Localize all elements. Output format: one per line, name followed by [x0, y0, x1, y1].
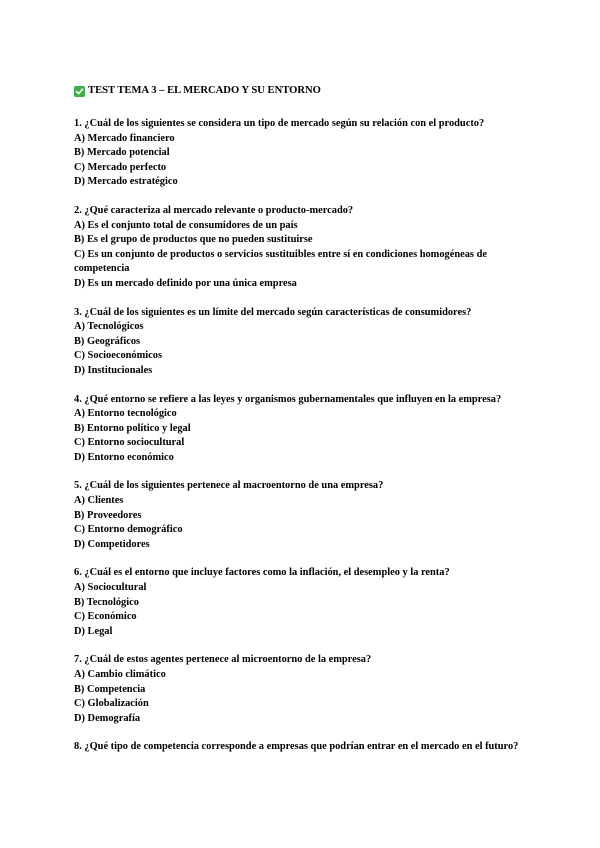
question-3: [74, 306, 530, 379]
answer-option: A) Mercado financiero: [74, 132, 175, 144]
answer-option: A) Tecnológicos: [74, 321, 144, 333]
question-8: [74, 740, 530, 755]
answer-option: C) Globalización: [74, 698, 149, 710]
question-text: 5. ¿Cuál de los siguientes pertenece al macroentorno de una empresa?: [74, 480, 384, 492]
answer-option: A) Clientes: [74, 495, 124, 507]
question-2: [74, 204, 530, 292]
document-title: [74, 84, 530, 98]
answer-option: C) Mercado perfecto: [74, 161, 167, 173]
document-title-text: TEST TEMA 3 – EL MERCADO Y SU ENTORNO: [88, 85, 321, 96]
answer-option: B) Tecnológico: [74, 596, 139, 608]
question-text: 8. ¿Qué tipo de competencia corresponde a empresas que podrían entrar en el mercado en el futuro?: [74, 741, 519, 753]
question-7: [74, 653, 530, 726]
check-mark-icon: [74, 86, 85, 97]
answer-option: B) Es el grupo de productos que no pueden sustituirse: [74, 234, 313, 246]
answer-option: C) Es un conjunto de productos o servicios sustituibles entre sí en condiciones homogéneas de competencia: [74, 248, 487, 275]
answer-option: B) Mercado potencial: [74, 147, 170, 159]
question-text: 2. ¿Qué caracteriza al mercado relevante o producto-mercado?: [74, 204, 354, 216]
answer-option: D) Mercado estratégico: [74, 176, 178, 188]
answer-option: C) Entorno sociocultural: [74, 437, 185, 449]
answer-option: D) Es un mercado definido por una única empresa: [74, 277, 297, 289]
question-text: 3. ¿Cuál de los siguientes es un límite del mercado según características de consumidores?: [74, 306, 472, 318]
question-4: [74, 393, 530, 466]
question-list: [74, 117, 530, 755]
answer-option: C) Económico: [74, 611, 137, 623]
answer-option: D) Demografía: [74, 712, 141, 724]
answer-option: B) Competencia: [74, 683, 146, 695]
question-6: [74, 566, 530, 639]
answer-option: C) Entorno demográfico: [74, 524, 183, 536]
question-text: 7. ¿Cuál de estos agentes pertenece al microentorno de la empresa?: [74, 654, 372, 666]
answer-option: D) Competidores: [74, 538, 150, 550]
answer-option: D) Legal: [74, 625, 113, 637]
question-text: 4. ¿Qué entorno se refiere a las leyes y organismos gubernamentales que influyen en la empresa?: [74, 393, 502, 405]
answer-option: A) Sociocultural: [74, 582, 147, 594]
question-1: [74, 117, 530, 190]
answer-option: B) Proveedores: [74, 509, 142, 521]
answer-option: B) Geográficos: [74, 335, 141, 347]
question-5: [74, 479, 530, 552]
question-text: 1. ¿Cuál de los siguientes se considera un tipo de mercado según su relación con el producto?: [74, 118, 485, 129]
answer-option: C) Socioeconómicos: [74, 350, 163, 362]
answer-option: B) Entorno político y legal: [74, 422, 191, 434]
question-text: 6. ¿Cuál es el entorno que incluye factores como la inflación, el desempleo y la renta?: [74, 567, 450, 579]
answer-option: A) Cambio climático: [74, 669, 166, 680]
answer-option: A) Es el conjunto total de consumidores de un país: [74, 219, 298, 231]
answer-option: D) Entorno económico: [74, 451, 174, 463]
answer-option: D) Institucionales: [74, 364, 153, 376]
answer-option: A) Entorno tecnológico: [74, 408, 177, 420]
